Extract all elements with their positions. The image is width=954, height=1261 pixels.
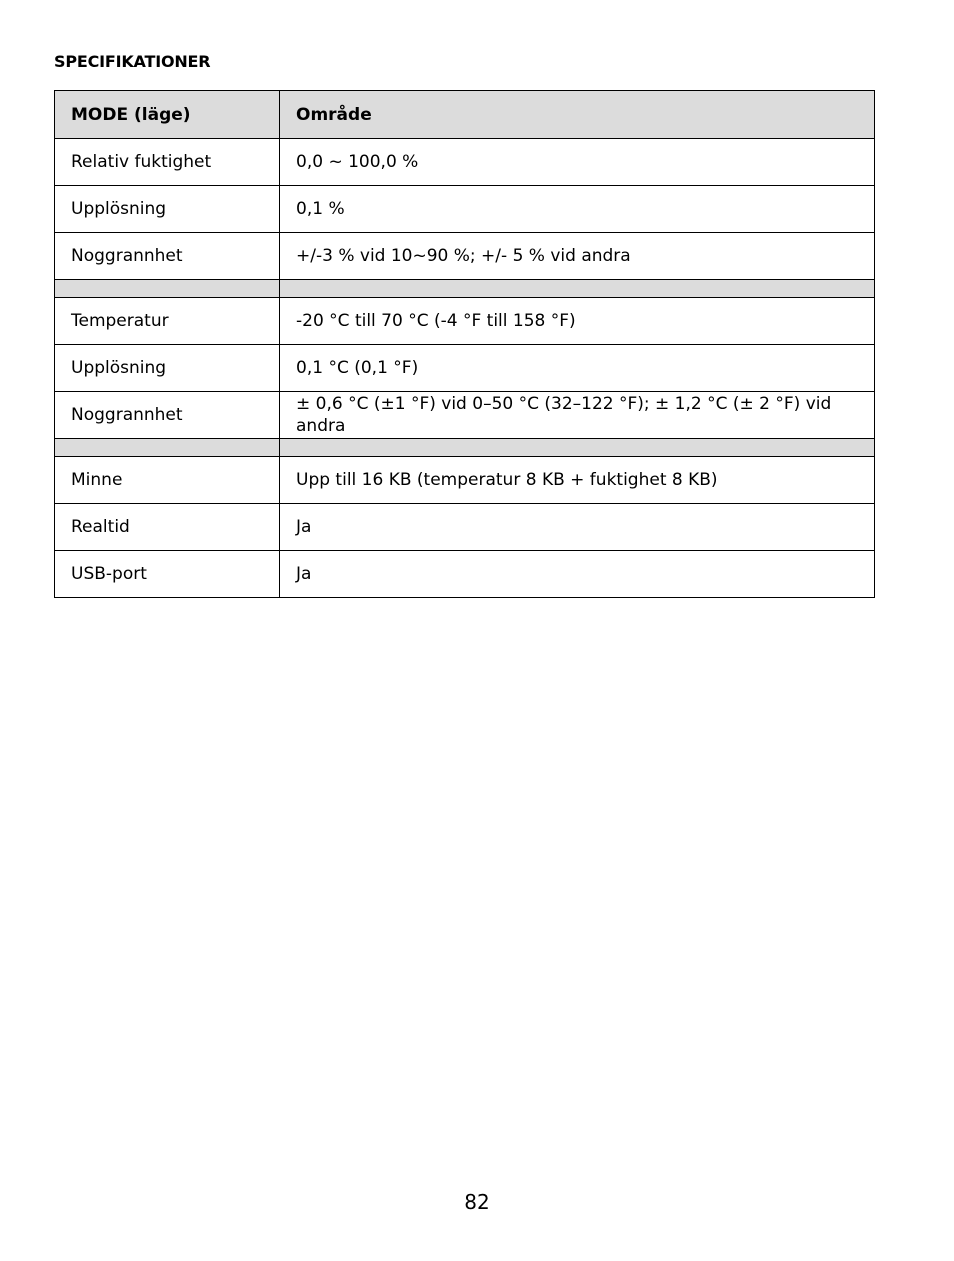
table-row (55, 298, 875, 345)
row-value: Ja (280, 551, 875, 598)
table-row (55, 457, 875, 504)
row-label: Minne (55, 457, 280, 504)
separator-row (55, 280, 875, 298)
table-row (55, 345, 875, 392)
separator-row (55, 439, 875, 457)
row-value: 0,1 % (280, 186, 875, 233)
header-range: Område (280, 91, 875, 139)
table-row (55, 186, 875, 233)
header-mode: MODE (läge) (55, 91, 280, 139)
row-value: Ja (280, 504, 875, 551)
page-number: 82 (464, 1190, 490, 1214)
row-label: Temperatur (55, 298, 280, 345)
separator-cell (280, 280, 875, 298)
row-value: +/-3 % vid 10~90 %; +/- 5 % vid andra (280, 233, 875, 280)
row-value: 0,1 °C (0,1 °F) (280, 345, 875, 392)
table-row (55, 504, 875, 551)
row-label: Realtid (55, 504, 280, 551)
table-row (55, 551, 875, 598)
table-header-row (55, 91, 875, 139)
row-label: Upplösning (55, 186, 280, 233)
row-label: Upplösning (55, 345, 280, 392)
row-label: Noggrannhet (55, 233, 280, 280)
separator-cell (55, 280, 280, 298)
section-title: SPECIFIKATIONER (54, 52, 211, 71)
table-row (55, 392, 875, 439)
row-label: Relativ fuktighet (55, 139, 280, 186)
row-value: Upp till 16 KB (temperatur 8 KB + fuktighet 8 KB) (280, 457, 875, 504)
specifications-table (54, 90, 875, 598)
row-value: ± 0,6 °C (±1 °F) vid 0–50 °C (32–122 °F); ± 1,2 °C (± 2 °F) vid andra (280, 392, 875, 439)
row-value: 0,0 ~ 100,0 % (280, 139, 875, 186)
separator-cell (280, 439, 875, 457)
table-row (55, 139, 875, 186)
row-value: -20 °C till 70 °C (-4 °F till 158 °F) (280, 298, 875, 345)
table-row (55, 233, 875, 280)
row-label: Noggrannhet (55, 392, 280, 439)
separator-cell (55, 439, 280, 457)
row-label: USB-port (55, 551, 280, 598)
